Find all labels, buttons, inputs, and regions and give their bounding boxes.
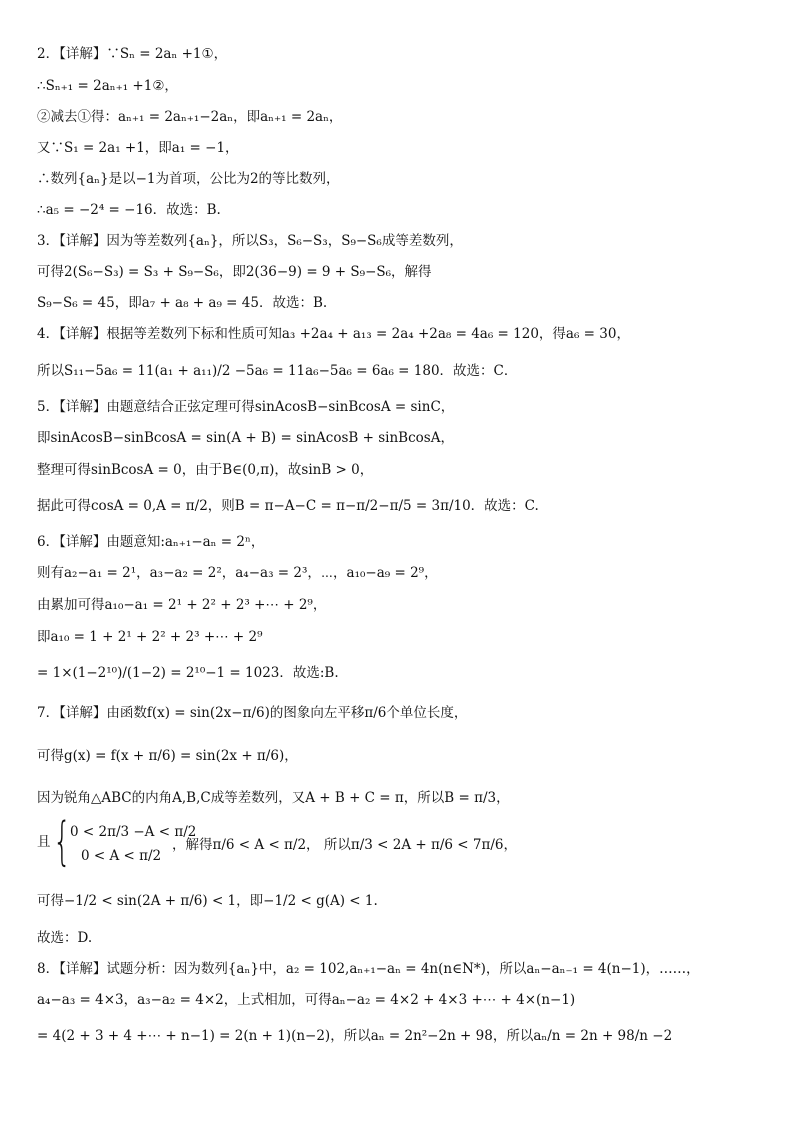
text-line: 2．【详解】∵Sₙ = 2aₙ +1①， — [37, 46, 228, 62]
inequality-system — [37, 812, 757, 872]
text-line: 据此可得cosA = 0,A = π/2，则B = π−A−C = π−π/2−π/5 = 3π/10．故选：C. — [37, 498, 539, 514]
text-line: a₄−a₃ = 4×3，a₃−a₂ = 4×2，上式相加，可得aₙ−a₂ = 4×2 + 4×3 +⋯ + 4×(n−1) — [37, 992, 576, 1008]
text-line: 因为锐角△ABC的内角A,B,C成等差数列，又A + B + C = π，所以B = π/3， — [37, 790, 510, 806]
text-line: 又∵S₁ = 2a₁ +1，即a₁ = −1， — [37, 140, 239, 156]
text-line: 即sinAcosB−sinBcosA = sin(A + B) = sinAcosB + sinBcosA， — [37, 430, 454, 446]
text-line: 6．【详解】由题意知:aₙ₊₁−aₙ = 2ⁿ， — [37, 534, 265, 550]
text-line: 3．【详解】因为等差数列{aₙ}，所以S₃，S₆−S₃，S₉−S₆成等差数列， — [37, 233, 463, 249]
text-line: 所以S₁₁−5a₆ = 11(a₁ + a₁₁)/2 −5a₆ = 11a₆−5a₆ = 6a₆ = 180．故选：C． — [37, 363, 518, 379]
left-brace-icon: { — [53, 812, 72, 872]
text-line: 则有a₂−a₁ = 2¹，a₃−a₂ = 2²，a₄−a₃ = 2³，⋯，a₁₀−a₉ = 2⁹， — [37, 565, 438, 581]
text-line: 可得g(x) = f(x + π/6) = sin(2x + π/6)， — [37, 748, 298, 764]
text-line: 可得2(S₆−S₃) = S₃ + S₉−S₆，即2(36−9) = 9 + S₉−S₆，解得 — [37, 264, 432, 280]
system-row-2: 0 < A < π/2 — [81, 848, 162, 864]
text-line: 可得−1/2 < sin(2A + π/6) < 1，即−1/2 < g(A) < 1. — [37, 893, 378, 909]
text-line: = 1×(1−2¹⁰)/(1−2) = 2¹⁰−1 = 1023．故选:B. — [37, 665, 339, 681]
text-line: ∴a₅ = −2⁴ = −16．故选：B. — [37, 202, 221, 218]
text-line: 故选：D. — [37, 930, 93, 946]
text-line: 即a₁₀ = 1 + 2¹ + 2² + 2³ +⋯ + 2⁹ — [37, 629, 263, 645]
text-line: ②减去①得：aₙ₊₁ = 2aₙ₊₁−2aₙ，即aₙ₊₁ = 2aₙ， — [37, 109, 343, 125]
text-line: 4．【详解】根据等差数列下标和性质可知a₃ +2a₄ + a₁₃ = 2a₄ +2a₈ = 4a₆ = 120，得a₆ = 30， — [37, 326, 630, 342]
text-line: ∴Sₙ₊₁ = 2aₙ₊₁ +1②， — [37, 78, 178, 94]
text-line: 5．【详解】由题意结合正弦定理可得sinAcosB−sinBcosA = sinC， — [37, 399, 455, 415]
system-prefix: 且 — [37, 834, 51, 850]
text-line: S₉−S₆ = 45，即a₇ + a₈ + a₉ = 45．故选：B. — [37, 295, 328, 311]
text-line: = 4(2 + 3 + 4 +⋯ + n−1) = 2(n + 1)(n−2)，所以aₙ = 2n²−2n + 98，所以aₙ/n = 2n + 98/n −2 — [37, 1028, 673, 1044]
text-line: 8．【详解】试题分析：因为数列{aₙ}中，a₂ = 102,aₙ₊₁−aₙ = 4n(n∈N*)，所以aₙ−aₙ₋₁ = 4(n−1)，……， — [37, 961, 700, 977]
text-line: ∴数列{aₙ}是以−1为首项，公比为2的等比数列， — [37, 171, 340, 187]
text-line: 整理可得sinBcosA = 0，由于B∈(0,π)，故sinB > 0， — [37, 462, 374, 478]
system-row-1: 0 < 2π/3 −A < π/2 — [70, 824, 197, 840]
system-conclusion: ，解得π/6 < A < π/2， 所以π/3 < 2A + π/6 < 7π/6， — [172, 837, 517, 853]
text-line: 7．【详解】由函数f(x) = sin(2x−π/6)的图象向左平移π/6个单位长度， — [37, 705, 468, 721]
text-line: 由累加可得a₁₀−a₁ = 2¹ + 2² + 2³ +⋯ + 2⁹， — [37, 597, 327, 613]
